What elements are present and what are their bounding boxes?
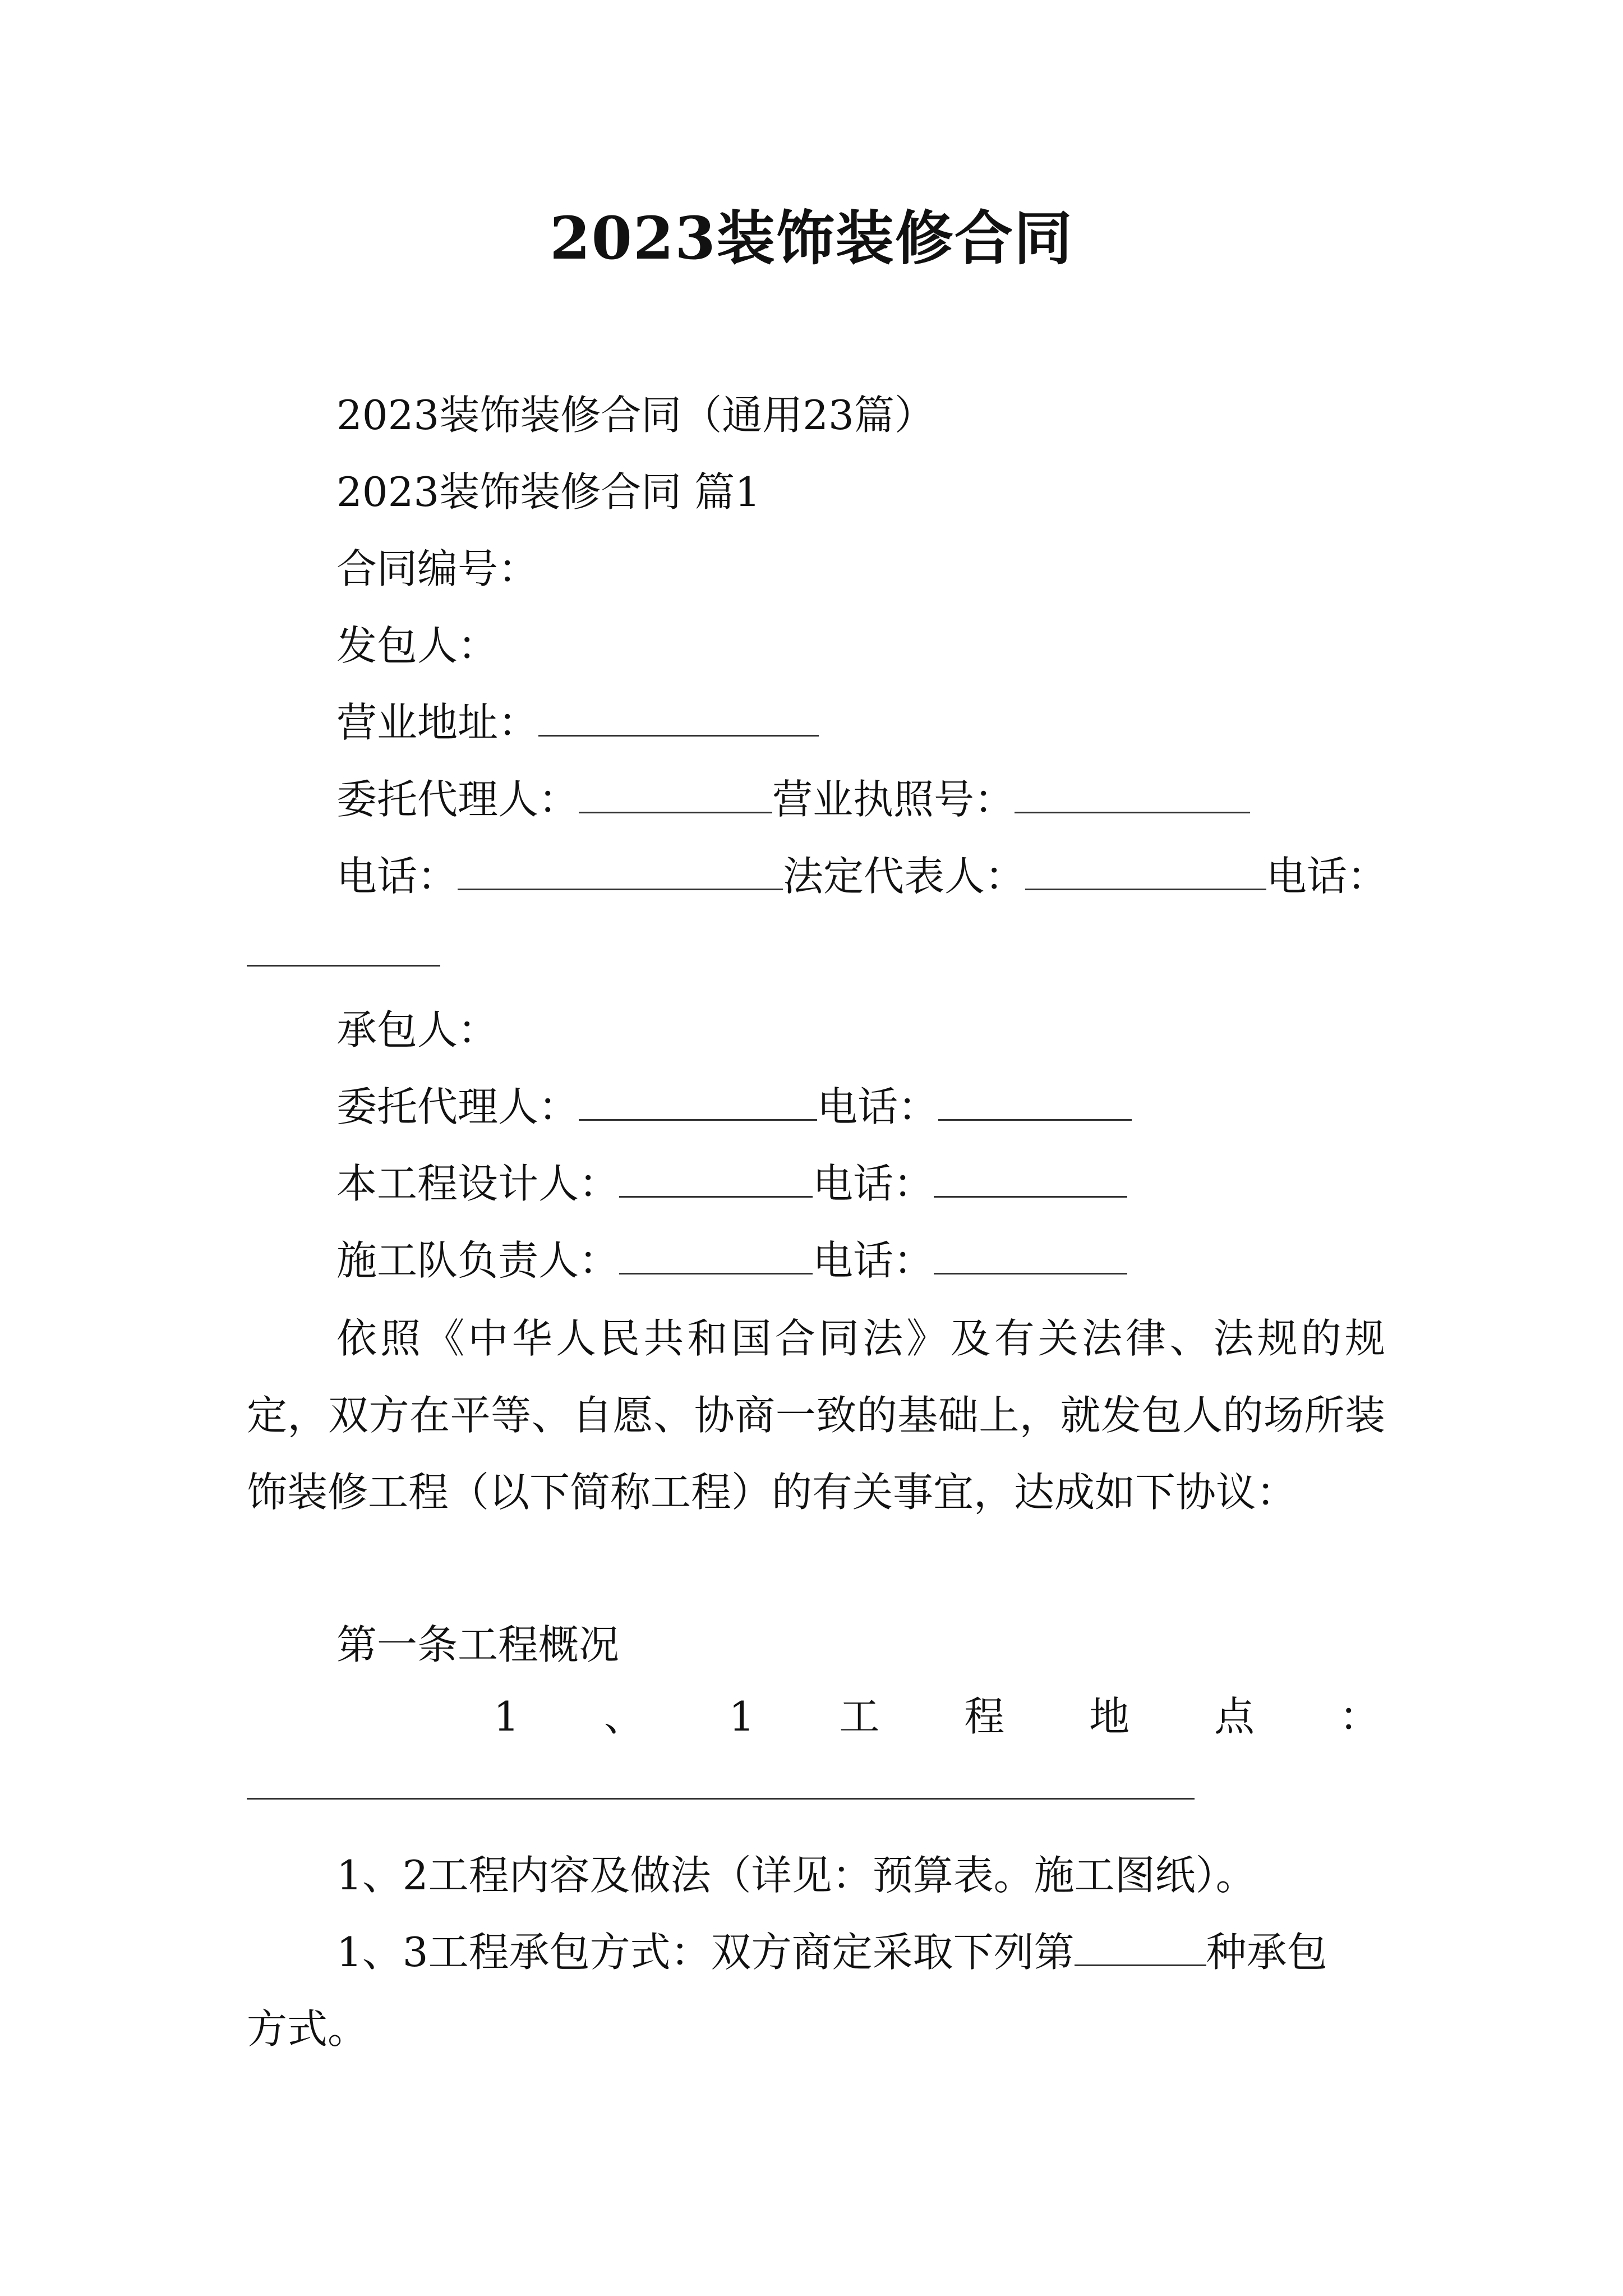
phone-legal-line [336, 848, 1387, 904]
item-1-1-char: 程 [964, 1693, 1005, 1740]
contract-number-label: 合同编号： [336, 545, 539, 592]
item-1-1-char: 点 [1214, 1693, 1255, 1740]
item-1-1-char: ： [1339, 1693, 1380, 1740]
address-line [336, 694, 819, 751]
item-1-2: 1、2工程内容及做法（详见：预算表。施工图纸）。 [336, 1852, 1256, 1899]
item-1-3-suffix: 种承包 [1206, 1929, 1327, 1976]
agent-license-line [336, 771, 1250, 827]
location-blank [247, 1798, 1195, 1800]
contractor-agent-phone-label: 电话： [817, 1083, 939, 1130]
team-leader-label: 施工队负责人： [336, 1237, 620, 1284]
employer-agent-blank [579, 778, 772, 813]
item-1-1-location [494, 1688, 1380, 1745]
item-1-3-text: 1、3工程承包方式：双方商定采取下列第 [336, 1929, 1075, 1976]
item-1-3-blank [1075, 1931, 1206, 1966]
address-label: 营业地址： [336, 699, 539, 746]
team-leader-blank [619, 1239, 813, 1274]
address-blank [538, 701, 819, 737]
team-leader-line [336, 1232, 1127, 1289]
phone-label: 电话： [336, 853, 458, 900]
team-leader-phone-blank [934, 1239, 1127, 1274]
designer-phone-blank [934, 1162, 1127, 1198]
contractor-agent-blank [579, 1085, 817, 1121]
item-1-1-char: 1 [494, 1693, 519, 1740]
item-1-1-char: 、 [603, 1693, 644, 1740]
team-leader-phone-label: 电话： [813, 1237, 934, 1284]
contractor-label: 承包人： [336, 1006, 499, 1053]
contractor-agent-phone-blank [938, 1085, 1132, 1121]
designer-blank [619, 1162, 813, 1198]
legal-rep-label: 法定代表人： [783, 853, 1026, 900]
legal-rep-blank [1025, 855, 1266, 890]
article-1-heading: 第一条工程概况 [336, 1621, 620, 1668]
contractor-agent-line [336, 1079, 1132, 1135]
employer-agent-label: 委托代理人： [336, 776, 579, 823]
designer-label: 本工程设计人： [336, 1160, 620, 1207]
designer-line [336, 1156, 1127, 1212]
designer-phone-label: 电话： [813, 1160, 934, 1207]
legal-rep-phone-label: 电话： [1266, 853, 1388, 900]
legal-rep-phone-blank [247, 965, 440, 967]
phone-blank [458, 855, 783, 890]
license-label: 营业执照号： [772, 776, 1015, 823]
item-1-1-char: 地 [1089, 1693, 1130, 1740]
contractor-agent-label: 委托代理人： [336, 1083, 579, 1130]
item-1-3-continuation: 方式。 [247, 2005, 368, 2053]
item-1-1-char: 1 [728, 1693, 755, 1740]
license-blank [1015, 778, 1250, 813]
item-1-3-line [336, 1924, 1327, 1980]
subtitle: 2023装饰装修合同（通用23篇） [336, 392, 935, 439]
document-title: 2023装饰装修合同 [550, 204, 1073, 273]
item-1-1-char: 工 [839, 1693, 880, 1740]
employer-label: 发包人： [336, 622, 499, 669]
section-heading: 2023装饰装修合同 篇1 [336, 468, 760, 516]
intro-paragraph: 依照《中华人民共和国合同法》及有关法律、法规的规定，双方在平等、自愿、协商一致的基础上，就发包人的场所装饰装修工程（以下简称工程）的有关事宜，达成如下协议： [247, 1315, 1385, 1516]
